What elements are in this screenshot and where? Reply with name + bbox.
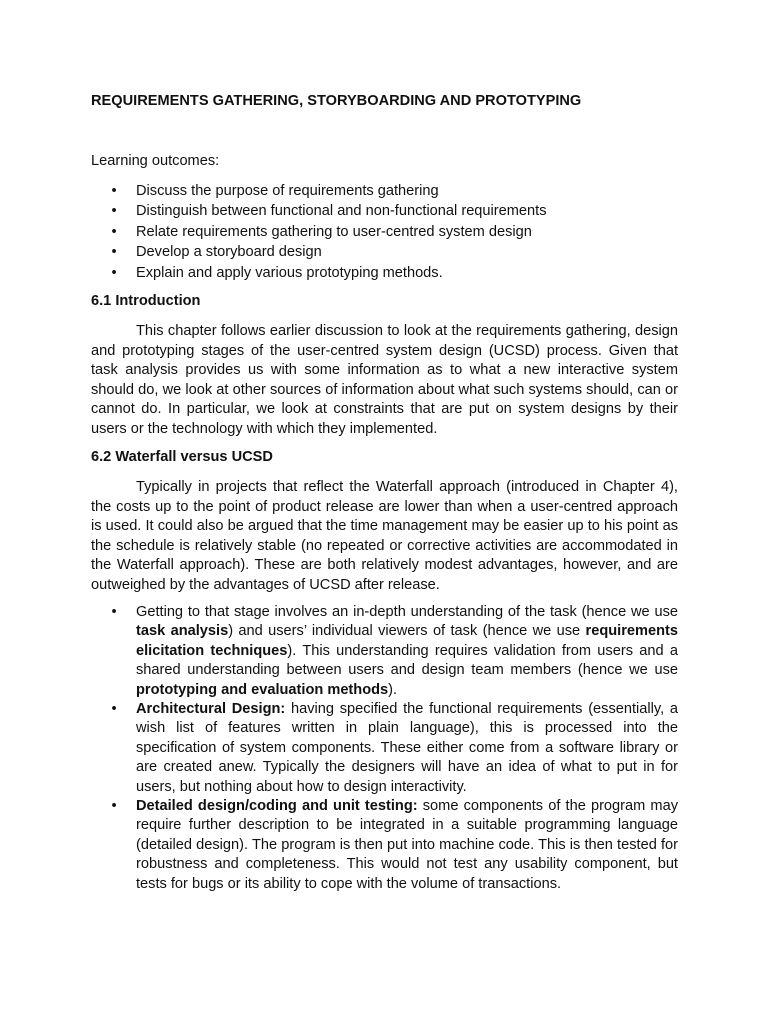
bullet-icon: • bbox=[111, 264, 117, 281]
list-item: • Architectural Design: having specified the functional requirements (essentially, a wish list of features written in plain language), this is processed into the specification of system components. These either come from a software library or are created anew. Typically the designers will have an idea of what to put in for users, but nothing about how to design interactivity. bbox=[108, 700, 678, 797]
waterfall-detail-list bbox=[108, 603, 678, 894]
waterfall-paragraph: Typically in projects that reflect the Waterfall approach (introduced in Chapter 4), the costs up to the point of product release are lower than when a user-centred approach is used. It could also be argued that the time management may be easier up to his point as the schedule is relatively stable (no repeated or corrective activities are accommodated in the Waterfall approach). These are both relatively modest advantages, however, and are outweighed by the advantages of UCSD after release. bbox=[91, 479, 678, 593]
bullet-icon: • bbox=[111, 183, 117, 199]
learning-outcomes-label: Learning outcomes: bbox=[91, 153, 220, 169]
bold-term: prototyping and evaluation methods bbox=[136, 681, 389, 698]
list-item: • Explain and apply various prototyping methods. bbox=[108, 263, 688, 283]
introduction-paragraph: This chapter follows earlier discussion to look at the requirements gathering, design and prototyping stages of the user-centred system design (UCSD) process. Given that task analysis provides us with some information as to what a new interactive system should do, we look at other sources of information about what such systems should, can or cannot do. In particular, we look at constraints that are put on system designs by their users or the technology with which they implemented. bbox=[91, 323, 678, 437]
bullet-icon: • bbox=[111, 798, 117, 815]
list-item: • Detailed design/coding and unit testing: some components of the program may require further description to be integrated in a suitable programming language (detailed design). The program is then put into machine code. This is then tested for robustness and completeness. This would not test any usability component, but tests for bugs or its ability to cope with the volume of transactions. bbox=[108, 797, 678, 894]
bullet-icon: • bbox=[111, 223, 117, 240]
document-title: REQUIREMENTS GATHERING, STORYBOARDING AND PROTOTYPING bbox=[91, 93, 582, 109]
list-item: • Relate requirements gathering to user-centred system design bbox=[108, 222, 688, 242]
list-item: • Getting to that stage involves an in-depth understanding of the task (hence we use task analysis) and users’ individual viewers of task (hence we use requirements elicitation techniques). This understanding requires validation from users and a shared understanding between users and design team members (hence we use prototyping and evaluation methods). bbox=[108, 603, 678, 700]
bold-term: task analysis bbox=[136, 623, 229, 640]
bold-term: Architectural Design: bbox=[136, 701, 286, 718]
bold-term: Detailed design/coding and unit testing: bbox=[136, 798, 418, 815]
section-heading-introduction: 6.1 Introduction bbox=[91, 293, 201, 309]
list-item: • Develop a storyboard design bbox=[108, 242, 688, 262]
bullet-icon: • bbox=[111, 203, 117, 220]
bullet-icon: • bbox=[111, 701, 117, 718]
section-heading-waterfall: 6.2 Waterfall versus UCSD bbox=[91, 449, 273, 465]
list-item: • Discuss the purpose of requirements gathering bbox=[108, 181, 688, 201]
bullet-icon: • bbox=[111, 244, 117, 261]
bold-term: requirements elicitation techniques bbox=[136, 623, 678, 659]
learning-outcomes-list bbox=[108, 181, 688, 283]
bullet-icon: • bbox=[111, 604, 117, 620]
list-item: • Distinguish between functional and non-functional requirements bbox=[108, 201, 688, 221]
